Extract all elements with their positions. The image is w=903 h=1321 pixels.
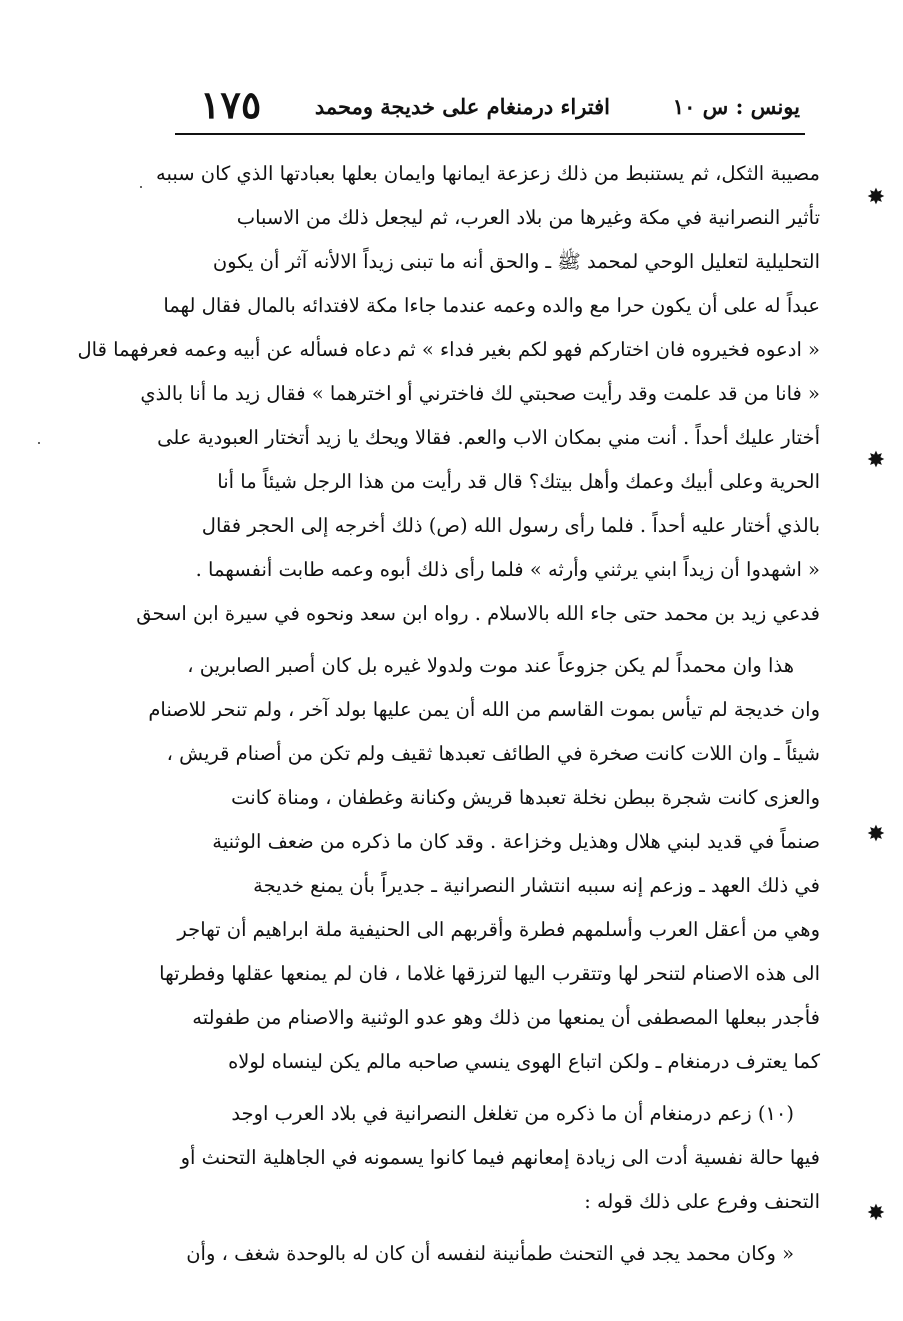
text-line: التحليلية لتعليل الوحي لمحمد ﷺ ـ والحق أنه ما تبنى زيداً الالأنه آثر أن يكون — [212, 250, 820, 273]
text-line: بالذي أختار عليه أحداً . فلما رأى رسول الله (ص) ذلك أخرجه إلى الحجر فقال — [201, 514, 820, 537]
text-line: وهي من أعقل العرب وأسلمهم فطرة وأقربهم الى الحنيفية ملة ابراهيم أن تهاجر — [177, 918, 820, 941]
text-line: هذا وان محمداً لم يكن جزوعاً عند موت ولدولا غيره بل كان أصبر الصابرين ، — [187, 654, 794, 677]
text-line: مصيبة الثكل، ثم يستنبط من ذلك زعزعة ايمانها وايمان بعلها بعبادتها الذي كان سببه — [156, 162, 820, 185]
paragraph-gap — [160, 636, 820, 644]
text-line: صنماً في قديد لبني هلال وهذيل وخزاعة . وقد كان ما ذكره من ضعف الوثنية — [212, 830, 820, 853]
text-line: عبداً له على أن يكون حرا مع والده وعمه عندما جاءا مكة لافتدائه بالمال فقال لهما — [163, 294, 820, 317]
page-body — [77, 152, 820, 1276]
paragraph-1 — [77, 152, 820, 636]
page-header — [200, 80, 800, 126]
margin-ornament-icon: ✸ — [866, 448, 886, 473]
header-source: يونس : س ١٠ — [672, 94, 800, 119]
scan-speck — [38, 442, 40, 444]
text-line: وان خديجة لم تيأس بموت القاسم من الله أن يمن عليها بولد آخر ، ولم تنحر للاصنام — [148, 698, 820, 721]
header-rule — [175, 133, 805, 135]
paragraph-4 — [160, 1232, 820, 1276]
margin-ornament-icon: ✸ — [866, 822, 886, 847]
paragraph-gap — [160, 1084, 820, 1092]
text-line: كما يعترف درمنغام ـ ولكن اتباع الهوى ينسي صاحبه مالم يكن لينساه لولاه — [228, 1050, 820, 1073]
paragraph-2 — [148, 644, 820, 1084]
margin-ornament-icon: ✸ — [866, 1201, 886, 1226]
text-line: أختار عليك أحداً . أنت مني بمكان الاب والعم. فقالا ويحك يا زيد أتختار العبودية على — [157, 426, 820, 449]
text-line: في ذلك العهد ـ وزعم إنه سببه انتشار النصرانية ـ جديراً بأن يمنع خديجة — [253, 874, 820, 897]
text-line: « وكان محمد يجد في التحنث طمأنينة لنفسه أن كان له بالوحدة شغف ، وأن — [186, 1242, 794, 1265]
text-line: شيئاً ـ وان اللات كانت صخرة في الطائف تعبدها ثقيف ولم تكن من أصنام قريش ، — [166, 742, 820, 765]
text-line: فأجدر ببعلها المصطفى أن يمنعها من ذلك وهو عدو الوثنية والاصنام من طفولته — [192, 1006, 820, 1029]
text-line: فدعي زيد بن محمد حتى جاء الله بالاسلام . رواه ابن سعد ونحوه في سيرة ابن اسحق — [136, 602, 820, 625]
text-line: (١٠) زعم درمنغام أن ما ذكره من تغلغل النصرانية في بلاد العرب اوجد — [231, 1102, 794, 1125]
text-line: الحرية وعلى أبيك وعمك وأهل بيتك؟ قال قد رأيت من هذا الرجل شيئاً ما أنا — [217, 470, 820, 493]
text-line: « ادعوه فخيروه فان اختاركم فهو لكم بغير فداء » ثم دعاه فسأله عن أبيه وعمه فعرفهما قال — [77, 338, 820, 361]
text-line: والعزى كانت شجرة ببطن نخلة تعبدها قريش وكنانة وغطفان ، ومناة كانت — [231, 786, 820, 809]
text-line: الى هذه الاصنام لتنحر لها وتتقرب اليها لترزقها غلاما ، فان لم يمنعها عقلها وفطرتها — [159, 962, 820, 985]
paragraph-3 — [160, 1092, 820, 1224]
text-line: « فانا من قد علمت وقد رأيت صحبتي لك فاخترني أو اخترهما » فقال زيد ما أنا بالذي — [140, 382, 820, 405]
page-number: ١٧٥ — [200, 82, 262, 127]
header-title: افتراء درمنغام على خديجة ومحمد — [314, 94, 610, 119]
paragraph-gap — [160, 1224, 820, 1232]
margin-ornament-icon: ✸ — [866, 185, 886, 210]
text-line: « اشهدوا أن زيداً ابني يرثني وأرثه » فلما رأى ذلك أبوه وعمه طابت أنفسهما . — [195, 558, 820, 581]
text-line: تأثير النصرانية في مكة وغيرها من بلاد العرب، ثم ليجعل ذلك من الاسباب — [236, 206, 820, 229]
scan-speck — [140, 186, 142, 188]
text-line: التحنف وفرع على ذلك قوله : — [584, 1190, 820, 1213]
text-line: فيها حالة نفسية أدت الى زيادة إمعانهم فيما كانوا يسمونه في الجاهلية التحنث أو — [180, 1146, 820, 1169]
